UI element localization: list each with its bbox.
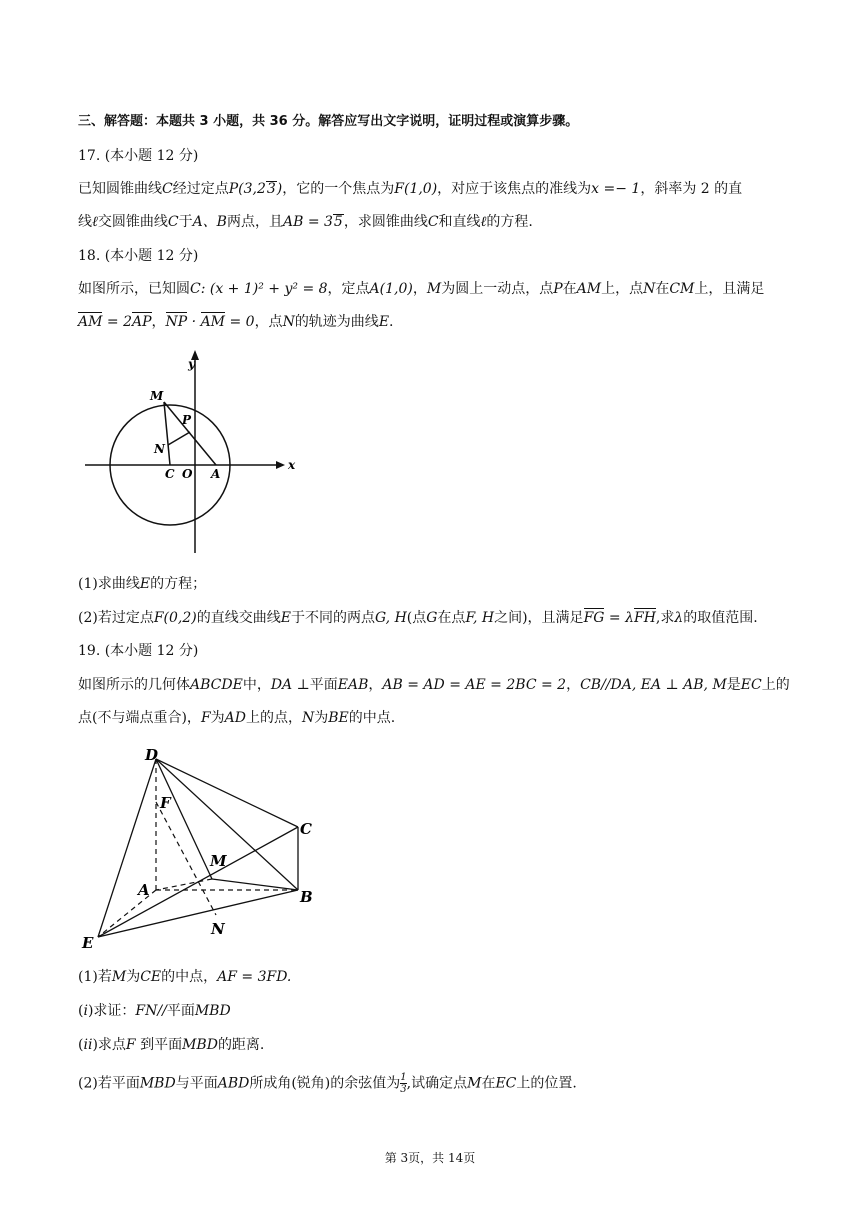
- label-P: P: [182, 413, 192, 427]
- q18-circle-figure: [80, 350, 300, 560]
- q19-part1-i: (i)求证：FN//平面MBD: [78, 1003, 231, 1019]
- segment-NP: [168, 432, 190, 445]
- x-axis-arrow: [276, 461, 285, 469]
- label-N: N: [211, 920, 225, 938]
- q18-part1: (1)求曲线E的方程；: [78, 576, 207, 592]
- label-C: C: [300, 820, 312, 838]
- q19-part2: (2)若平面MBD与平面ABD所成角(锐角)的余弦值为 $\frac{1}{3}$ ,试确定点M在EC上的位置.: [78, 1072, 577, 1095]
- label-O: O: [182, 467, 193, 481]
- label-B: B: [300, 888, 313, 906]
- fraction-one-third: $\frac{1}{3}$: [400, 1072, 407, 1095]
- label-E: E: [82, 934, 94, 952]
- label-C: C: [165, 467, 175, 481]
- label-y: y: [188, 357, 195, 371]
- q17-text-line1: 已知圆锥曲线C经过定点P(3,23)，它的一个焦点为F(1,0)，对应于该焦点的准线为x =− 1，斜率为 2 的直: [78, 181, 743, 197]
- q18-part2: (2)若过定点F(0,2)的直线交曲线E于不同的两点G, H(点G在点F, H之间)，且满足FG = λFH,求λ的取值范围.: [78, 610, 758, 626]
- q19-text-line2: 点(不与端点重合)，F为AD上的点，N为BE的中点.: [78, 710, 396, 726]
- label-A: A: [211, 467, 221, 481]
- q17-text-line2: 线ℓ交圆锥曲线C于A、B两点，且AB = 35，求圆锥曲线C和直线ℓ的方程.: [78, 214, 533, 230]
- q19-text-line1: 如图所示的几何体ABCDE中，DA ⊥平面EAB，AB = AD = AE = 2BC = 2，CB//DA, EA ⊥ AB, M是EC上的: [78, 677, 790, 693]
- label-F: F: [160, 794, 171, 812]
- q18-text-line1: 如图所示，已知圆C: (x + 1)² + y² = 8，定点A(1,0)，M为圆上一动点，点P在AM上，点N在CM上，且满足: [78, 281, 765, 297]
- label-M: M: [150, 389, 164, 403]
- label-A: A: [138, 881, 150, 899]
- label-D: D: [145, 746, 159, 764]
- q17-number: 17. (本小题 12 分): [78, 148, 199, 164]
- page-footer: 第 3页，共 14页: [384, 1151, 476, 1165]
- label-N: N: [154, 442, 165, 456]
- label-M: M: [210, 852, 227, 870]
- segment-MA: [164, 402, 216, 465]
- q19-solid-figure: [78, 742, 328, 957]
- q18-number: 18. (本小题 12 分): [78, 248, 199, 264]
- q19-part1-ii: (ii)求点F 到平面MBD的距离.: [78, 1037, 265, 1053]
- section-header: 三、解答题：本题共 3 小题，共 36 分。解答应写出文字说明，证明过程或演算步骤。: [78, 114, 579, 129]
- q19-part1: (1)若M为CE的中点，AF = 3FD.: [78, 969, 292, 985]
- q18-text-line2: AM = 2AP，NP · AM = 0，点N的轨迹为曲线E.: [78, 314, 394, 330]
- q19-number: 19. (本小题 12 分): [78, 643, 199, 659]
- label-x: x: [288, 458, 296, 472]
